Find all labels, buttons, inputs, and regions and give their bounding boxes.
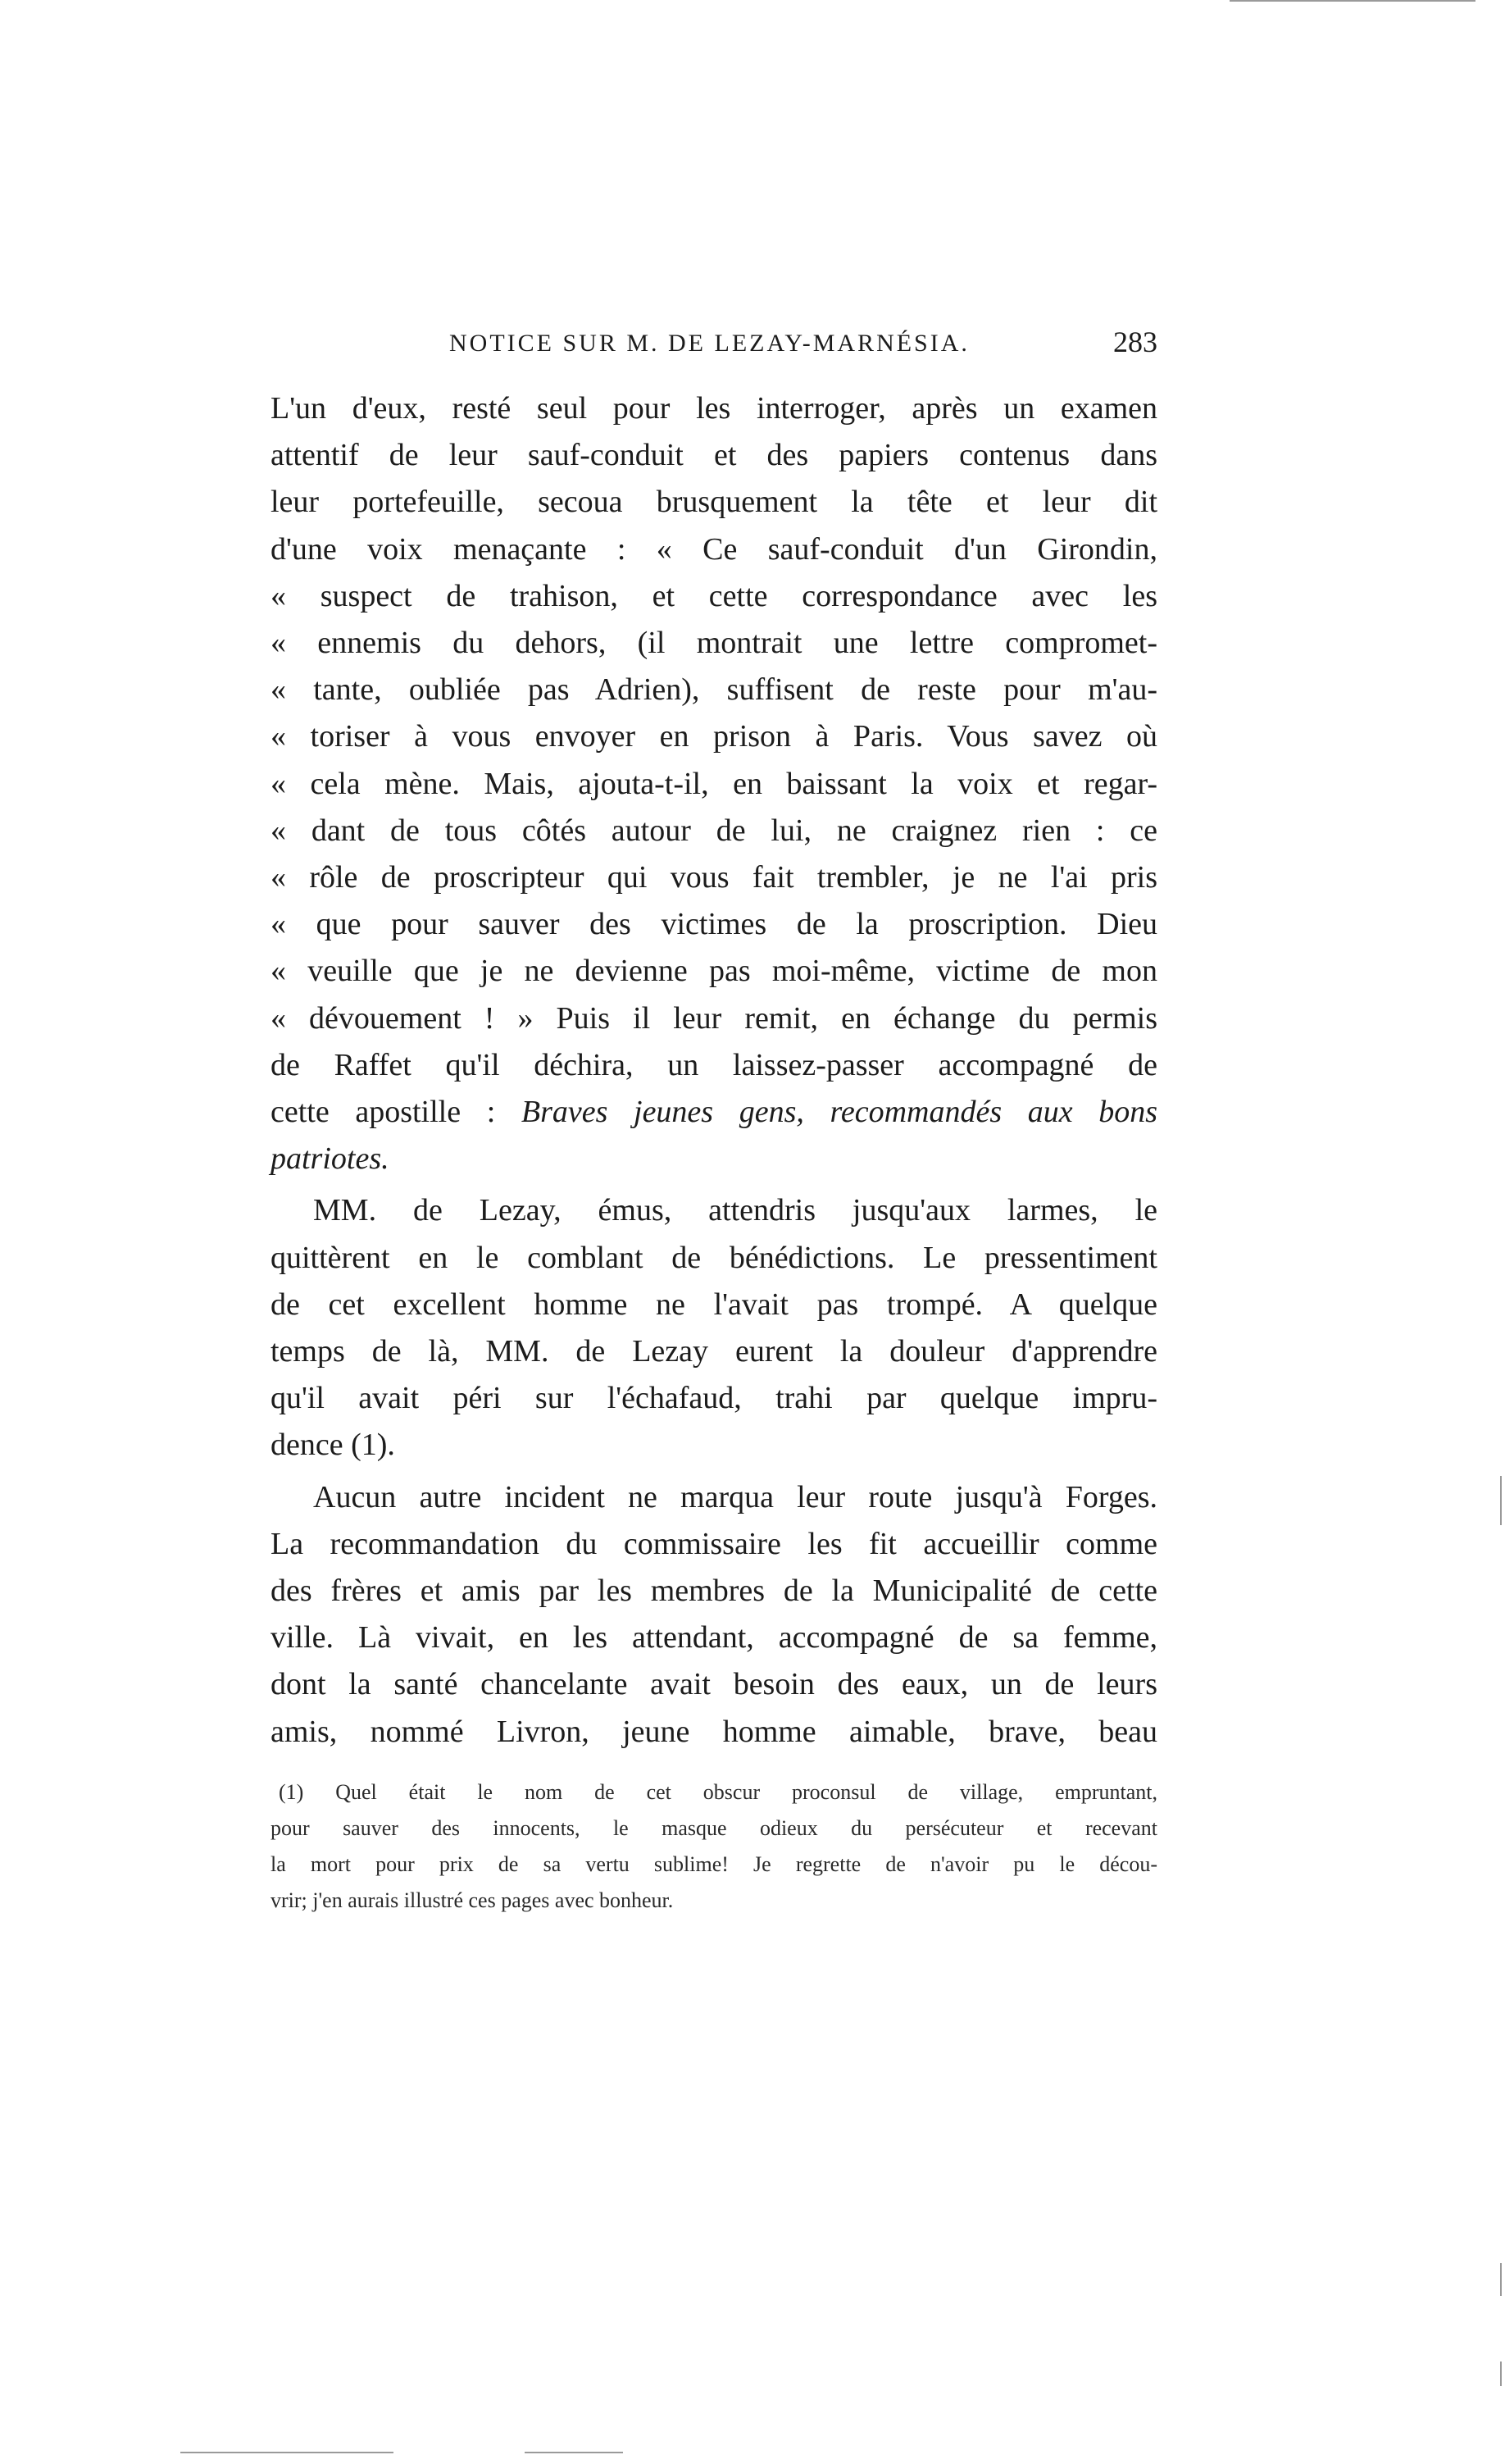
text-line: de Raffet qu'il déchira, un laissez-passer accompagné de [271, 1047, 1157, 1082]
running-title: NOTICE SUR M. DE LEZAY-MARNÉSIA. [449, 330, 970, 357]
apostille-italic: Braves jeunes gens, recommandés aux bons [521, 1095, 1157, 1130]
paragraph-2-line: dence (1). [271, 1428, 395, 1463]
text-line: « toriser à vous envoyer en prison à Paris. Vous savez où [271, 719, 1157, 754]
text-line: leur portefeuille, secoua brusquement la tête et leur dit [271, 485, 1157, 520]
paragraph-2-line: quittèrent en le comblant de bénédictions. Le pressentiment [271, 1240, 1157, 1275]
text-line: « veuille que je ne devienne pas moi-même, victime de mon [271, 954, 1157, 989]
text-line: attentif de leur sauf-conduit et des papiers contenus dans [271, 438, 1157, 473]
text-line: « rôle de proscripteur qui vous fait trembler, je ne l'ai pris [271, 860, 1157, 895]
footnote-line: la mort pour prix de sa vertu sublime! Je regrette de n'avoir pu le décou- [271, 1852, 1157, 1876]
paragraph-3-line: ville. Là vivait, en les attendant, accompagné de sa femme, [271, 1620, 1157, 1656]
page-number: 283 [1113, 326, 1157, 358]
scan-edge-mark [1500, 1476, 1502, 1525]
apostille-last-line [271, 1136, 1157, 1182]
paragraph-3-line: amis, nommé Livron, jeune homme aimable, brave, beau [271, 1714, 1157, 1749]
paragraph-3-line: Aucun autre incident ne marqua leur route jusqu'à Forges. [313, 1479, 1157, 1514]
text-line: « cela mène. Mais, ajouta-t-il, en baissant la voix et regar- [271, 766, 1157, 801]
paragraph-2-line: qu'il avait péri sur l'échafaud, trahi par quelque impru- [271, 1381, 1157, 1416]
paragraph-2-line: MM. de Lezay, émus, attendris jusqu'aux larmes, le [313, 1193, 1157, 1228]
paragraph-3-line: des frères et amis par les membres de la Municipalité de cette [271, 1574, 1157, 1609]
text-line: « suspect de trahison, et cette correspondance avec les [271, 578, 1157, 613]
body-text [271, 385, 1157, 1756]
apostille-italic-end: patriotes. [271, 1141, 389, 1177]
text-line: d'une voix menaçante : « Ce sauf-conduit d'un Girondin, [271, 531, 1157, 567]
footnote [271, 1774, 1157, 1919]
footnote-line: vrir; j'en aurais illustré ces pages avec bonheur. [271, 1888, 674, 1912]
text-line: L'un d'eux, resté seul pour les interroger, après un examen [271, 391, 1157, 426]
running-head [271, 318, 1157, 367]
scan-edge-mark [180, 2452, 393, 2453]
text-line: « ennemis du dehors, (il montrait une lettre compromet- [271, 626, 1157, 661]
paragraph-2-line: de cet excellent homme ne l'avait pas trompé. A quelque [271, 1287, 1157, 1322]
scan-edge-mark [525, 2452, 623, 2453]
footnote-line: (1) Quel était le nom de cet obscur proconsul de village, empruntant, [279, 1780, 1157, 1804]
paragraph-3-line: dont la santé chancelante avait besoin des eaux, un de leurs [271, 1667, 1157, 1702]
text-line: « dévouement ! » Puis il leur remit, en échange du permis [271, 1000, 1157, 1036]
scan-edge-mark [1500, 2263, 1502, 2296]
text-line: « tante, oubliée pas Adrien), suffisent de reste pour m'au- [271, 672, 1157, 708]
scan-edge-mark [1230, 0, 1475, 2]
text-line: « que pour sauver des victimes de la proscription. Dieu [271, 907, 1157, 942]
apostille-prefix: cette apostille : [271, 1095, 521, 1130]
paragraph-3-line: La recommandation du commissaire les fit accueillir comme [271, 1526, 1157, 1561]
apostille-line [271, 1089, 1157, 1136]
footnote-line: pour sauver des innocents, le masque odieux du persécuteur et recevant [271, 1816, 1157, 1840]
paragraph-2-line: temps de là, MM. de Lezay eurent la douleur d'apprendre [271, 1334, 1157, 1369]
scan-edge-mark [1500, 2362, 1502, 2386]
text-line: « dant de tous côtés autour de lui, ne craignez rien : ce [271, 813, 1157, 848]
